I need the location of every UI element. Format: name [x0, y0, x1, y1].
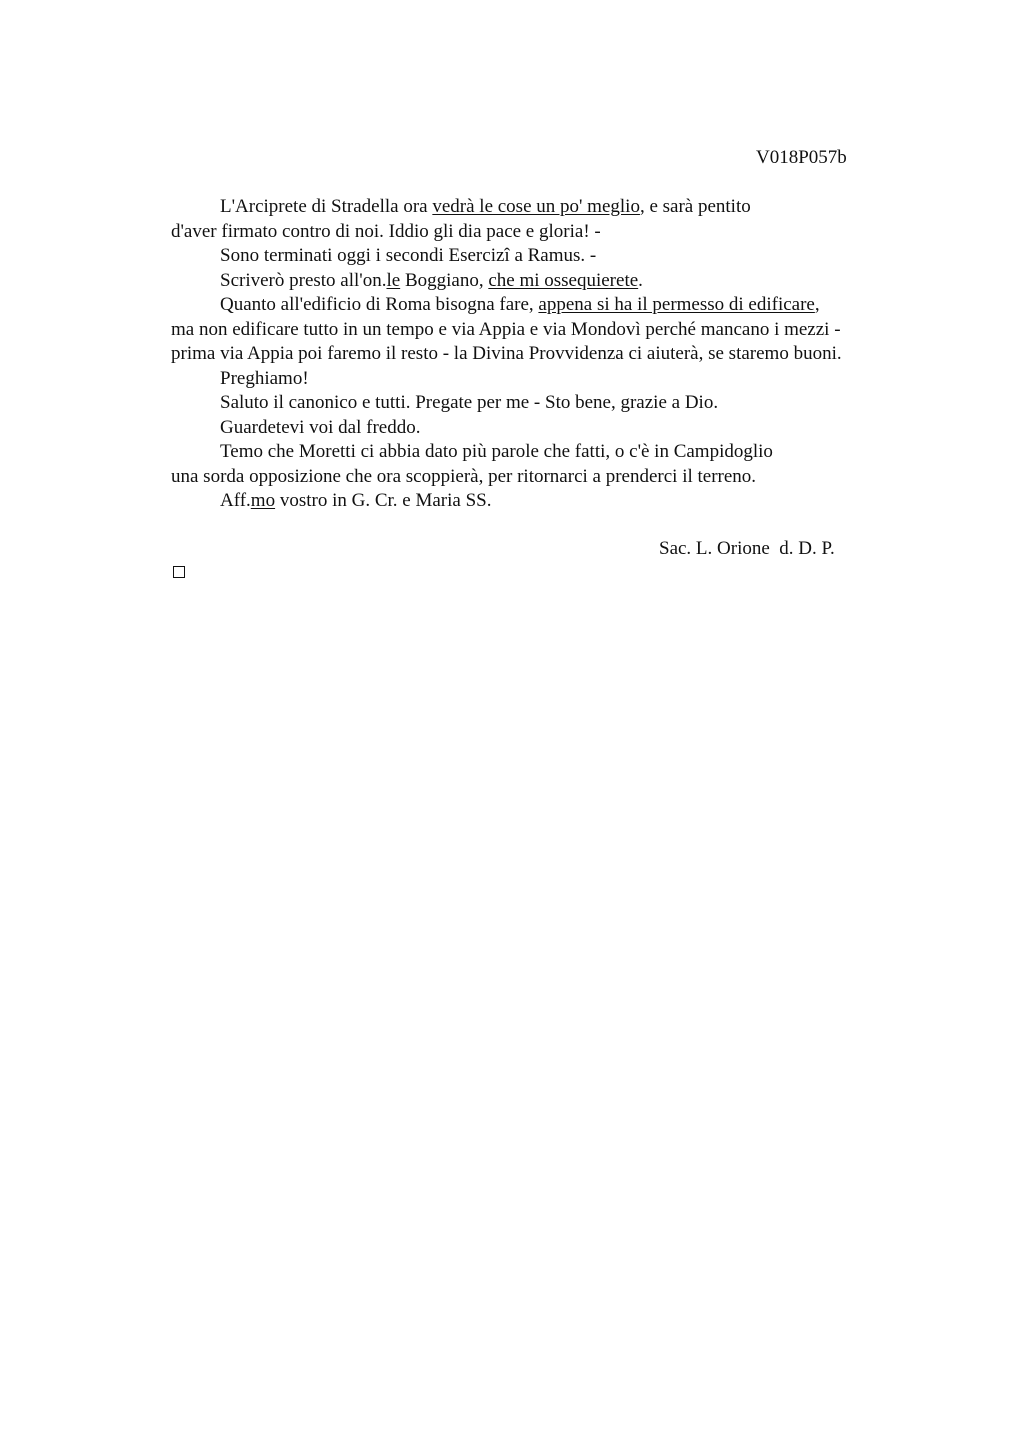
text-segment: L'Arciprete di Stradella ora: [220, 196, 433, 217]
underlined-text: che mi ossequierete: [488, 269, 639, 291]
text-segment: prima via Appia poi faremo il resto - la Divina Provvidenza ci aiuterà, se staremo buoni.: [171, 343, 842, 364]
underlined-text: le: [386, 269, 401, 291]
text-segment: d'aver firmato contro di noi. Iddio gli dia pace e gloria! -: [171, 220, 601, 242]
text-segment: Temo che Moretti ci abbia dato più parole che fatti, o c'è in Campidoglio: [220, 441, 773, 462]
text-segment: Guardetevi voi dal freddo.: [220, 416, 421, 438]
letter-body: [171, 195, 911, 514]
text-segment: ma non edificare tutto in un tempo e via Appia e via Mondovì perché mancano i mezzi -: [171, 318, 841, 340]
letter-line: [171, 416, 911, 441]
text-segment: Sono terminati oggi i secondi Esercizi: [220, 245, 510, 266]
signature: Sac. L. Orione d. D. P.: [659, 538, 835, 559]
text-segment: una sorda opposizione che ora scoppierà, per ritornarci a prenderci il terreno.: [171, 465, 757, 487]
text-segment: Saluto il canonico e tutti. Pregate per me - Sto bene, grazie a Dio.: [220, 392, 719, 413]
document-id: V018P057b: [756, 147, 847, 168]
letter-line: [171, 391, 911, 416]
text-segment: a Ramus. -: [509, 245, 597, 266]
text-segment: vostro in G. Cr. e Maria SS.: [275, 490, 492, 511]
letter-line: [171, 244, 911, 269]
letter-line: [171, 465, 911, 490]
text-segment: Aff.: [220, 490, 251, 511]
letter-line: [171, 195, 911, 220]
letter-line: [171, 318, 911, 343]
letter-line: [171, 293, 911, 318]
text-segment: Scriverò presto all'on.: [220, 269, 387, 291]
square-box-icon: [173, 566, 185, 578]
underlined-text: vedrà le cose un po' meglio: [432, 196, 640, 217]
underlined-text: mo: [250, 490, 276, 511]
text-segment: , e sarà pentito: [639, 196, 751, 217]
text-segment: Preghiamo!: [220, 367, 309, 389]
underlined-text: appena si ha il permesso di edificare: [538, 294, 815, 315]
letter-line: [171, 440, 911, 465]
letter-line: [171, 367, 911, 392]
text-segment: Boggiano,: [400, 269, 489, 291]
letter-line: [171, 269, 911, 294]
text-segment: ,: [814, 294, 820, 315]
letter-line: [171, 220, 911, 245]
letter-line: [171, 342, 911, 367]
text-segment: .: [638, 269, 643, 291]
letter-line: [171, 489, 911, 514]
text-segment: Quanto all'edificio di Roma bisogna fare,: [220, 294, 539, 315]
